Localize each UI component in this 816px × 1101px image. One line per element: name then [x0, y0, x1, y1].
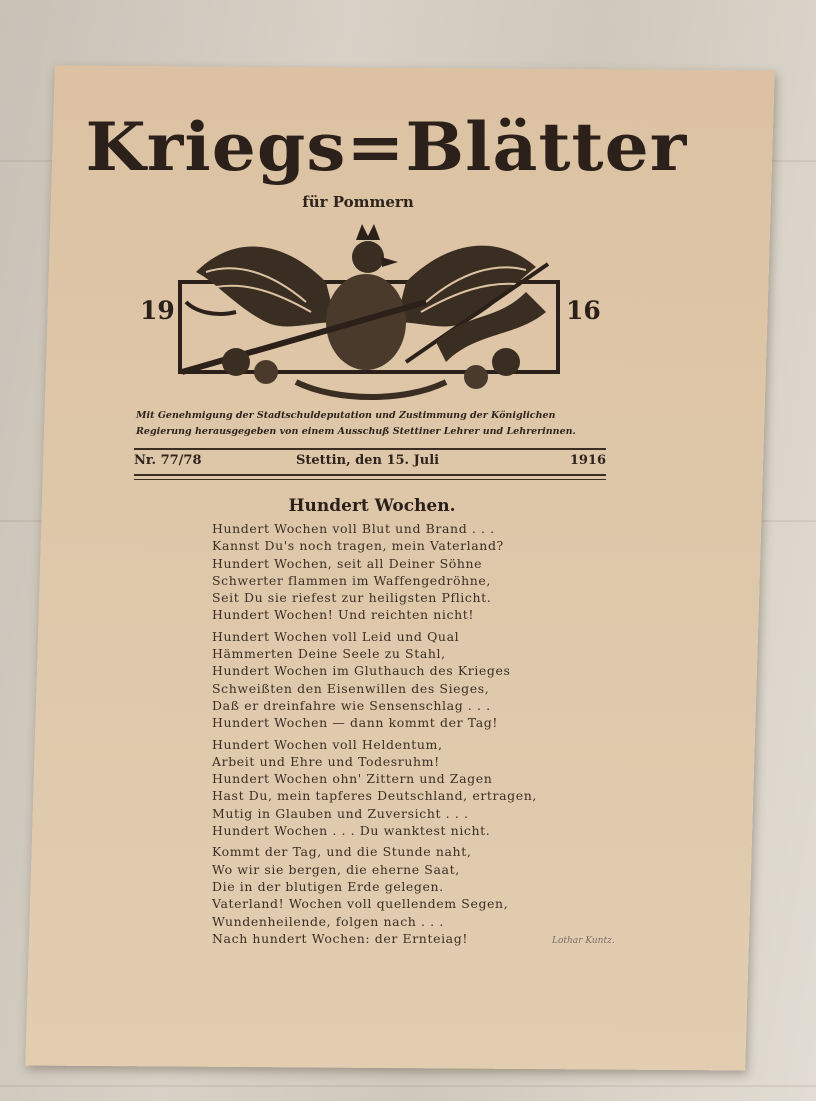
place-date: Stettin, den 15. Juli: [296, 453, 440, 468]
year-right: 16: [566, 296, 601, 325]
poem-line: Vaterland! Wochen voll quellendem Segen,: [212, 896, 509, 912]
poem-line: Schwerter flammen im Waffengedröhne,: [212, 572, 491, 588]
poem-line: Hundert Wochen — dann kommt der Tag!: [212, 715, 498, 731]
issue-year: 1916: [569, 453, 606, 468]
poem-line: Die in der blutigen Erde gelegen.: [212, 878, 444, 894]
masthead-title: Kriegs=Blätter: [85, 108, 688, 186]
header-rule: [134, 479, 606, 480]
poem-body: [212, 520, 562, 951]
poem-line: Arbeit und Ehre und Todesruhm!: [212, 753, 440, 769]
issue-line: [134, 453, 606, 473]
poem-line: Hundert Wochen voll Blut und Brand . . .: [212, 521, 495, 536]
poem-line: Hundert Wochen, seit all Deiner Söhne: [212, 555, 483, 571]
stanza: [212, 520, 562, 624]
poem-line: Hämmerten Deine Seele zu Stahl,: [212, 646, 446, 662]
poem-line: Hundert Wochen . . . Du wanktest nicht.: [212, 823, 491, 839]
issue-number: Nr. 77/78: [134, 453, 202, 468]
poem-line: Wundenheilende, folgen nach . . .: [212, 913, 444, 929]
poem-line: Daß er dreinfahre wie Sensenschlag . . .: [212, 697, 491, 713]
poem-line: Schweißten den Eisenwillen des Sieges,: [212, 680, 490, 696]
stanza: [212, 736, 562, 840]
poem-author: Lothar Kuntz.: [552, 936, 615, 946]
header-rule: [134, 448, 606, 450]
poem-line: Hast Du, mein tapferes Deutschland, ertragen,: [212, 788, 537, 804]
poem-line: Hundert Wochen ohn' Zittern und Zagen: [212, 771, 493, 787]
poem-line: Wo wir sie bergen, die eherne Saat,: [212, 861, 460, 877]
poem-line: Hundert Wochen voll Leid und Qual: [212, 628, 460, 644]
poem-line: Hundert Wochen! Und reichten nicht!: [212, 607, 474, 623]
permission-line: Regierung herausgegeben von einem Ausschuß Stettiner Lehrer und Lehrerinnen.: [136, 426, 576, 437]
permission-line: Mit Genehmigung der Stadtschuldeputation und Zustimmung der Königlichen: [136, 410, 556, 421]
year-left: 19: [140, 296, 175, 325]
poem-line: Hundert Wochen im Gluthauch des Krieges: [212, 663, 511, 679]
poem-line: Kommt der Tag, und die Stunde naht,: [212, 844, 472, 860]
stanza: [212, 628, 562, 732]
stanza: [212, 843, 562, 947]
wood-grain: [0, 1085, 816, 1087]
poem-line: Seit Du sie riefest zur heiligsten Pflicht.: [212, 590, 492, 606]
poem-line: Mutig in Glauben und Zuversicht . . .: [212, 805, 469, 821]
poem-line: Hundert Wochen voll Heldentum,: [212, 736, 443, 752]
permission-notice: [136, 408, 616, 440]
poem-line: Nach hundert Wochen: der Ernteiag!: [212, 930, 468, 946]
eagle-emblem: [176, 212, 564, 412]
poem-line: Kannst Du's noch tragen, mein Vaterland?: [212, 538, 504, 554]
poem-title: Hundert Wochen.: [288, 496, 456, 516]
header-rule: [134, 474, 606, 476]
masthead-subtitle: für Pommern: [302, 193, 414, 211]
